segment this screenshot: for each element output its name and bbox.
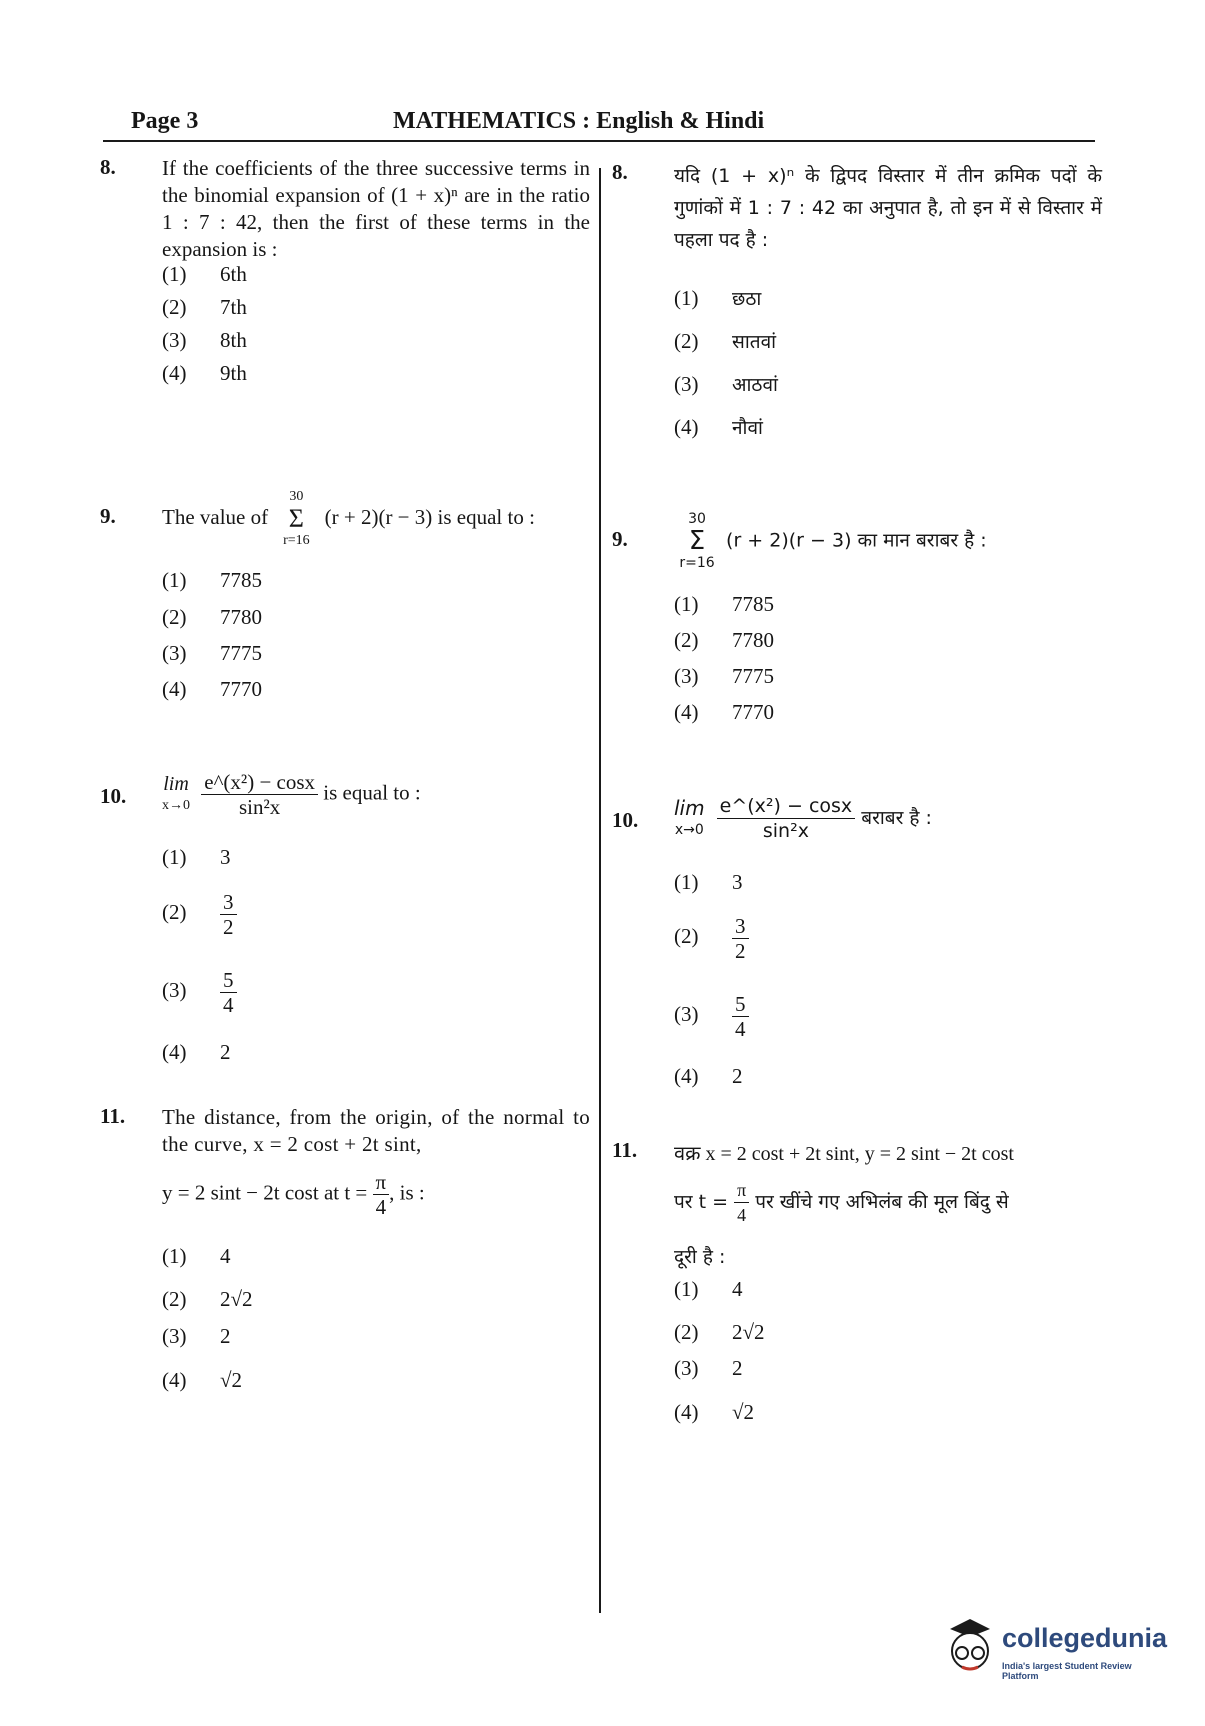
question-text: lim x→0 $\frac{\text{e\textasciicircum{}(x²) − cosx}}{\text{sin²x}}$ बराबर है :: [674, 795, 932, 842]
option-2: (2) 2√2: [162, 1287, 253, 1311]
option-1: (1) 3: [162, 845, 231, 869]
column-divider: [599, 168, 601, 1613]
option-4: (4) 2: [162, 1040, 231, 1064]
question-number: 11.: [100, 1104, 126, 1128]
limit-operator: lim x→0: [162, 772, 190, 813]
limit-operator: lim x→0: [674, 795, 705, 838]
option-2: (2) $\frac{3}{2}$: [162, 890, 237, 939]
option-4: (4) 9th: [162, 361, 247, 385]
question-text-line2: पर t = $\frac{\pi}{4}$ पर खींचे गए अभिलंब की मूल बिंदु से: [674, 1180, 1009, 1225]
question-text: The distance, from the origin, of the normal to the curve, x = 2 cost + 2t sint,: [162, 1105, 590, 1156]
mascot-icon: [940, 1615, 1000, 1681]
question-text: lim x→0 $\frac{\text{e\textasciicircum{}(x²) − cosx}}{\text{sin²x}}$ is equal to :: [162, 770, 421, 819]
question-number: 9.: [100, 504, 116, 528]
option-1: (1) 4: [162, 1244, 231, 1268]
page-number: Page 3: [131, 108, 199, 134]
question-number: 8.: [100, 155, 116, 179]
option-1: (1) 4: [674, 1277, 743, 1301]
option-4: (4) 7770: [674, 700, 774, 724]
question-text: If the coefficients of the three successive terms in the binomial expansion of (1 + x)ⁿ are in the ratio 1 : 7 : 42, then the first of these terms in the expansion is :: [162, 156, 590, 261]
collegedunia-logo[interactable]: [940, 1615, 1170, 1681]
option-1: (1) 6th: [162, 262, 247, 286]
option-1: (1) छठा: [674, 286, 762, 310]
logo-wordmark: collegedunia: [1002, 1623, 1168, 1653]
option-4: (4) 2: [674, 1064, 743, 1088]
option-1: (1) 7785: [162, 568, 262, 592]
question-text: वक्र x = 2 cost + 2t sint, y = 2 sint − 2t cost: [674, 1143, 1014, 1165]
option-3: (3) 7775: [674, 664, 774, 688]
question-number: 9.: [612, 527, 628, 551]
option-3: (3) $\frac{5}{4}$: [162, 968, 237, 1017]
sigma-symbol: 30 Σ r=16: [283, 489, 310, 548]
option-1: (1) 3: [674, 870, 743, 894]
question-text-line2: y = 2 sint − 2t cost at t = $\frac{\pi}{4}$ , is :: [162, 1170, 425, 1219]
header-rule: [103, 140, 1095, 142]
option-2: (2) $\frac{3}{2}$: [674, 914, 749, 963]
option-2: (2) 2√2: [674, 1320, 765, 1344]
option-3: (3) $\frac{5}{4}$: [674, 992, 749, 1041]
question-text: 30 Σ r=16 (r + 2)(r − 3) का मान बराबर है :: [674, 510, 1102, 572]
option-4: (4) √2: [162, 1368, 243, 1392]
option-4: (4) नौवां: [674, 415, 763, 439]
option-2: (2) 7780: [162, 605, 262, 629]
question-text-line3: दूरी है :: [674, 1246, 726, 1268]
option-4: (4) √2: [674, 1400, 755, 1424]
option-1: (1) 7785: [674, 592, 774, 616]
question-number: 8.: [612, 160, 628, 184]
option-3: (3) 7775: [162, 641, 262, 665]
logo-tagline: India's largest Student Review Platform: [1002, 1661, 1132, 1681]
option-3: (3) 8th: [162, 328, 247, 352]
question-text: The value of 30 Σ r=16 (r + 2)(r − 3) is equal to :: [162, 489, 535, 548]
subject-title: MATHEMATICS : English & Hindi: [393, 108, 765, 134]
option-3: (3) आठवां: [674, 372, 778, 396]
option-3: (3) 2: [162, 1324, 231, 1348]
page-header: [103, 108, 1095, 142]
question-number: 10.: [612, 808, 639, 832]
option-3: (3) 2: [674, 1356, 743, 1380]
question-text: यदि (1 + x)ⁿ के द्विपद विस्तार में तीन क्रमिक पदों के गुणांकों में 1 : 7 : 42 का अनुपात है, तो इन में से विस्तार में पहला पद है :: [674, 165, 1102, 251]
question-number: 11.: [612, 1138, 638, 1162]
sigma-symbol: 30 Σ r=16: [679, 511, 715, 571]
option-2: (2) 7780: [674, 628, 774, 652]
limit-fraction: $\frac{\text{e\textasciicircum{}(x²) − cosx}}{\text{sin²x}}$: [717, 794, 856, 843]
option-2: (2) 7th: [162, 295, 247, 319]
limit-fraction: $\frac{\text{e\textasciicircum{}(x²) − cosx}}{\text{sin²x}}$: [201, 770, 318, 819]
option-2: (2) सातवां: [674, 329, 777, 353]
option-4: (4) 7770: [162, 677, 262, 701]
question-number: 10.: [100, 784, 127, 808]
